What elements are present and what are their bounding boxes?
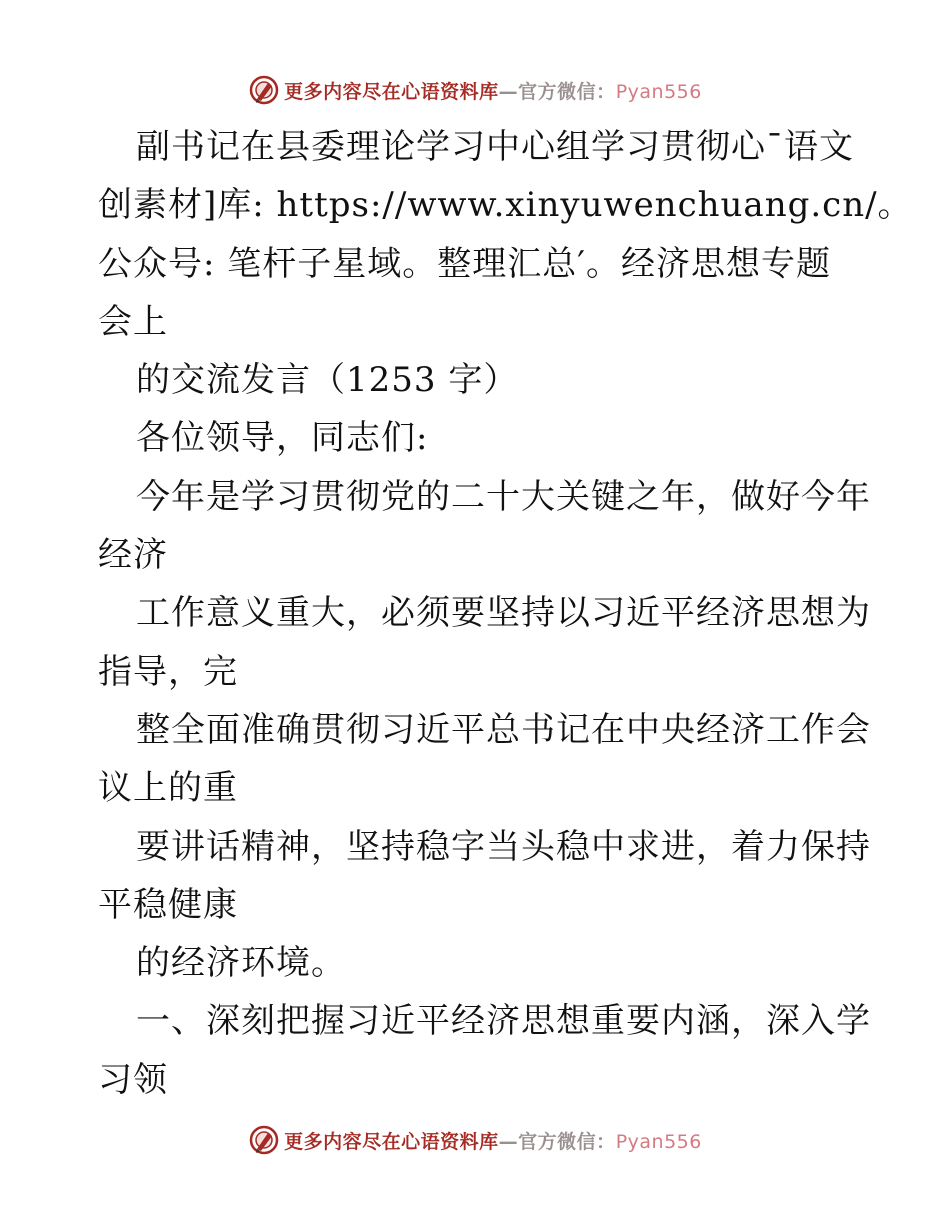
text-line: 要讲话精神，坚持稳字当头稳中求进，着力保持 xyxy=(136,826,871,867)
text-line: 公众号: 笔杆子星域。整理汇总′。经济思想专题 xyxy=(98,243,831,284)
document-body xyxy=(98,118,913,1109)
header-dash: — xyxy=(498,80,519,103)
text-line: 工作意义重大，必须要坚持以习近平经济思想为 xyxy=(136,593,871,634)
text-line: 创素材]库: https://www.xinyuwenchuang.cn/。 xyxy=(98,185,913,226)
text-line: 的经济环境。 xyxy=(136,943,346,984)
text-line: 经济 xyxy=(98,535,168,576)
text-line: 一、深刻把握习近平经济思想重要内涵，深入学 xyxy=(136,1001,871,1042)
pen-logo-icon xyxy=(248,74,280,106)
header-slogan: 更多内容尽在心语资料库 xyxy=(284,80,499,103)
header-wechat-label: 官方微信： xyxy=(518,80,616,103)
text-line: 的交流发言（1253 字） xyxy=(136,360,519,401)
footer-slogan: 更多内容尽在心语资料库 xyxy=(284,1130,499,1153)
text-line: 指导，完 xyxy=(98,651,238,692)
text-line: 议上的重 xyxy=(98,768,238,809)
footer-wechat-id: Pyan556 xyxy=(615,1130,702,1153)
footer-dash: — xyxy=(498,1130,519,1153)
pen-logo-icon xyxy=(248,1124,280,1156)
text-line: 平稳健康 xyxy=(98,884,238,925)
text-line: 今年是学习贯彻党的二十大关键之年，做好今年 xyxy=(136,476,871,517)
text-line: 会上 xyxy=(98,301,168,342)
footer-banner xyxy=(0,1120,950,1160)
text-line: 各位领导，同志们: xyxy=(136,418,429,459)
text-line: 副书记在县委理论学习中心组学习贯彻心¯语文 xyxy=(136,127,854,167)
text-line: 习领 xyxy=(98,1059,168,1100)
text-line: 整全面准确贯彻习近平总书记在中央经济工作会 xyxy=(136,709,871,750)
header-wechat-id: Pyan556 xyxy=(615,80,702,103)
footer-wechat-label: 官方微信： xyxy=(518,1130,616,1153)
header-banner xyxy=(0,70,950,110)
